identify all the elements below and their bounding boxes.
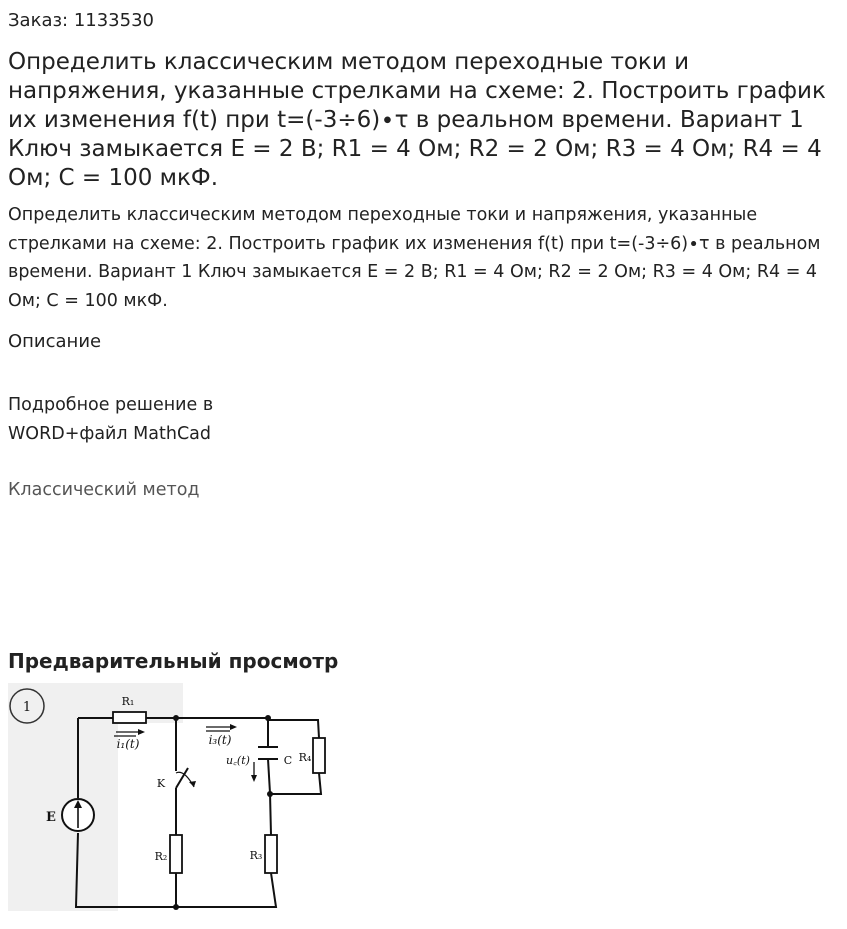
page-title: Определить классическим методом переходные токи и напряжения, указанные стрелками на схеме: 2. Построить график их изменения f(t) при t=(-3÷6)∙τ в реальном времени. Вариант 1 Ключ замыкается E = 2 В; R1 = 4 Ом; R2 = 2 Ом; R3 = 4 Ом; R4 = 4 Ом; C = 100 мкФ. <box>8 49 826 191</box>
capacitor-c <box>258 747 278 759</box>
description-section-label: Описание <box>8 331 102 352</box>
order-number: Заказ: 1133530 <box>8 10 154 31</box>
label-uc: u꜀(t) <box>226 754 250 767</box>
resistor-r3 <box>265 835 277 873</box>
classical-method-link[interactable]: Классический метод <box>8 480 200 500</box>
resistor-r2 <box>170 835 182 873</box>
label-r3: R₃ <box>249 849 263 862</box>
solution-info: Подробное решение в WORD+файл MathCad <box>8 395 214 444</box>
switch-key-arrow <box>189 781 196 787</box>
switch-key <box>176 768 188 788</box>
task-description: Определить классическим методом переходные токи и напряжения, указанные стрелками на схеме: 2. Построить график их изменения f(t) при t=(-3÷6)∙τ в реальном времени. Вариант 1 Ключ замыкается E = 2 В; R1 = 4 Ом; R2 = 2 Ом; R3 = 4 Ом; R4 = 4 Ом; C = 100 мкФ. <box>8 205 821 311</box>
label-r4: R₄ <box>298 751 312 764</box>
preview-heading: Предварительный просмотр <box>8 649 339 673</box>
label-i3: i₃(t) <box>208 733 232 747</box>
label-r2: R₂ <box>154 850 168 863</box>
resistor-r4 <box>313 738 325 773</box>
circuit-preview-image[interactable] <box>8 683 338 913</box>
circuit-schematic <box>8 683 338 913</box>
label-r1: R₁ <box>121 695 135 708</box>
label-c: C <box>283 754 293 767</box>
resistor-r1 <box>113 712 146 723</box>
variant-number: 1 <box>22 700 32 715</box>
label-e: E <box>46 810 56 825</box>
label-k: K <box>156 777 166 790</box>
current-arrow-heads <box>138 724 257 782</box>
current-arrows <box>114 727 254 778</box>
label-i1: i₁(t) <box>116 737 140 751</box>
